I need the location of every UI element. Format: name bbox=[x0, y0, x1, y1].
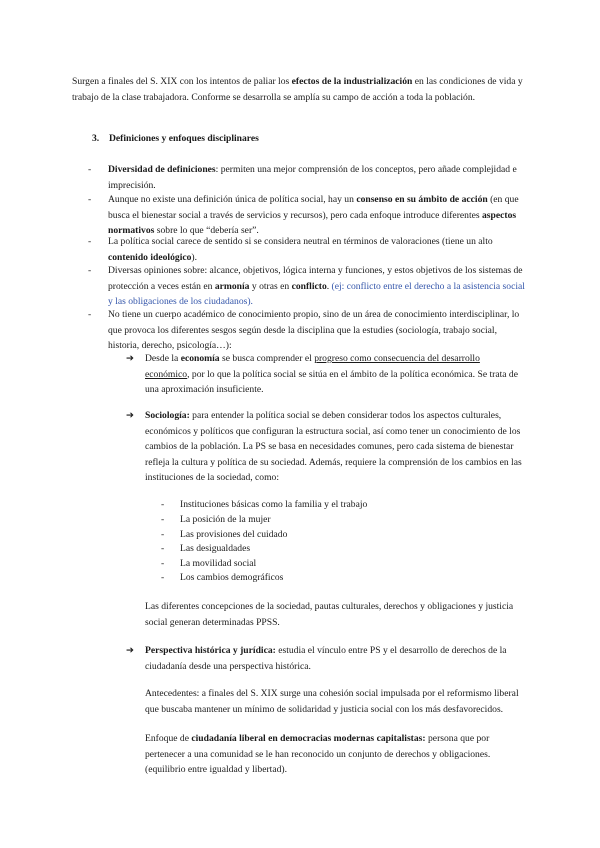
bullet-text: sobre lo que “debería ser”. bbox=[154, 225, 259, 236]
sublist-item bbox=[161, 497, 461, 513]
arrow-item-perspectiva bbox=[126, 643, 526, 674]
sublist-text: La posición de la mujer bbox=[180, 514, 271, 525]
enfoque-bold: ciudadanía liberal en democracias modernas capitalistas: bbox=[191, 733, 426, 744]
enfoque-text-end: persona que por pertenecer a una comunidad se le han reconocido un conjunto de derechos y obligaciones. (equilibrio entre igualdad y libertad). bbox=[145, 733, 491, 775]
dash-marker: - bbox=[161, 558, 165, 569]
arrow-icon: ➔ bbox=[126, 353, 135, 364]
enfoque-text: Enfoque de bbox=[145, 733, 192, 744]
enfoque-paragraph bbox=[145, 731, 529, 778]
sublist-text: Los cambios demográficos bbox=[180, 572, 284, 583]
section-title: Definiciones y enfoques disciplinares bbox=[109, 133, 259, 144]
arrow-text: se busca comprender el bbox=[219, 353, 315, 364]
dash-marker: - bbox=[161, 572, 165, 583]
antecedentes-paragraph: Antecedentes: a finales del S. XIX surge una cohesión social impulsada por el reformismo liberal que buscaba mantener un mínimo de solidaridad y justicia social con los más desfavorecidos. bbox=[145, 688, 519, 715]
arrow-text: , por lo que la política social se sitúa en el ámbito de la política económica. Se trata de una aproximación insuficiente. bbox=[145, 368, 518, 395]
dash-marker: - bbox=[88, 236, 92, 247]
arrow-text: para entender la política social se deben considerar todos los aspectos culturales, económicos y políticos que configuran la estructura social, así como tener un conocimiento de los cambios de la población. La PS se basa en necesidades comunes, pero cada sistema de bienestar refleja la cultura y política de su sociedad. Además, requiere la comprensión de los cambios en las instituciones de la sociedad, como: bbox=[145, 410, 522, 483]
sublist-item bbox=[161, 541, 461, 557]
bullet-text: y otras en bbox=[249, 280, 292, 292]
bullet-text: Aunque no existe una definición única de política social, hay un bbox=[108, 194, 357, 205]
bullet-bold: Diversidad de definiciones bbox=[108, 164, 216, 175]
arrow-text: estudia el vínculo entre PS y el desarrollo de derechos de la ciudadanía desde una perspectiva histórica. bbox=[145, 645, 507, 672]
dash-marker: - bbox=[161, 499, 165, 510]
section-heading bbox=[92, 131, 532, 147]
dash-marker: - bbox=[88, 309, 92, 320]
arrow-item-sociologia bbox=[126, 408, 526, 486]
bullet-bold: armonía bbox=[214, 280, 250, 292]
bullet-text: La política social carece de sentido si se considera neutral en términos de valoraciones (tiene un alto bbox=[108, 236, 493, 247]
bullet-text: Diversas opiniones sobre: alcance, objetivos, lógica interna y funciones, y estos objetivos de los sistemas de protección a veces están en bbox=[108, 265, 523, 292]
bullet-text: : permiten una mejor comprensión de los conceptos, pero añade complejidad e imprecisión. bbox=[108, 164, 517, 191]
dash-marker: - bbox=[161, 529, 165, 540]
list-item bbox=[88, 162, 528, 193]
arrow-bold: Perspectiva histórica y jurídica: bbox=[145, 645, 276, 656]
bullet-bold: conflicto bbox=[291, 280, 327, 292]
bullet-text: . bbox=[326, 280, 332, 292]
intro-text: Surgen a finales del S. XIX con los intentos de paliar los bbox=[72, 76, 292, 87]
bullet-text: No tiene un cuerpo académico de conocimiento propio, sino de un área de conocimiento interdisciplinar, lo que provoca los diferentes sesgos según desde la disciplina que la estudies (sociología, trabajo social, historia, derecho, psicología…): bbox=[108, 309, 520, 351]
list-item bbox=[88, 263, 528, 310]
arrow-bold: economía bbox=[180, 353, 220, 364]
bullet-bold: aspectos normativos bbox=[108, 209, 517, 236]
dash-marker: - bbox=[161, 514, 165, 525]
intro-text-end: en las condiciones de vida y trabajo de la clase trabajadora. Conforme se desarrolla se amplía su campo de acción a toda la población. bbox=[72, 76, 523, 103]
sublist-item bbox=[161, 570, 461, 586]
arrow-underlined: progreso como consecuencia del desarrollo económico bbox=[145, 353, 480, 380]
bullet-example-note: (ej: conflicto entre el derecho a la asistencia social y las obligaciones de los ciudadanos). bbox=[108, 280, 525, 307]
arrow-icon: ➔ bbox=[126, 410, 135, 421]
bullet-bold: consenso en su ámbito de acción bbox=[356, 194, 488, 205]
intro-bold: efectos de la industrialización bbox=[291, 76, 413, 87]
intro-paragraph bbox=[72, 74, 528, 105]
sublist-text: La movilidad social bbox=[180, 558, 257, 569]
arrow-icon: ➔ bbox=[126, 645, 135, 656]
sublist-text: Las desigualdades bbox=[180, 543, 251, 554]
sublist-text: Las provisiones del cuidado bbox=[180, 529, 288, 540]
bullet-bold: contenido ideológico bbox=[108, 251, 192, 263]
sublist-item bbox=[161, 512, 461, 528]
bullet-text: (en que busca el bienestar social a través de servicios y recursos), pero cada enfoque introduce diferentes bbox=[108, 194, 519, 221]
arrow-item-economia bbox=[126, 351, 526, 398]
dash-marker: - bbox=[161, 543, 165, 554]
arrow-text: Desde la bbox=[145, 353, 181, 364]
section-number: 3. bbox=[92, 133, 100, 144]
ppss-paragraph: Las diferentes concepciones de la sociedad, pautas culturales, derechos y obligaciones y justicia social generan determinadas PPSS. bbox=[145, 601, 514, 628]
list-item bbox=[88, 307, 528, 354]
list-item bbox=[88, 234, 528, 265]
sublist-text: Instituciones básicas como la familia y el trabajo bbox=[180, 499, 368, 510]
dash-marker: - bbox=[88, 164, 92, 175]
list-item bbox=[88, 192, 528, 239]
dash-marker: - bbox=[88, 265, 92, 276]
bullet-text: ). bbox=[191, 251, 198, 263]
arrow-bold: Sociología: bbox=[145, 410, 190, 421]
dash-marker: - bbox=[88, 194, 92, 205]
